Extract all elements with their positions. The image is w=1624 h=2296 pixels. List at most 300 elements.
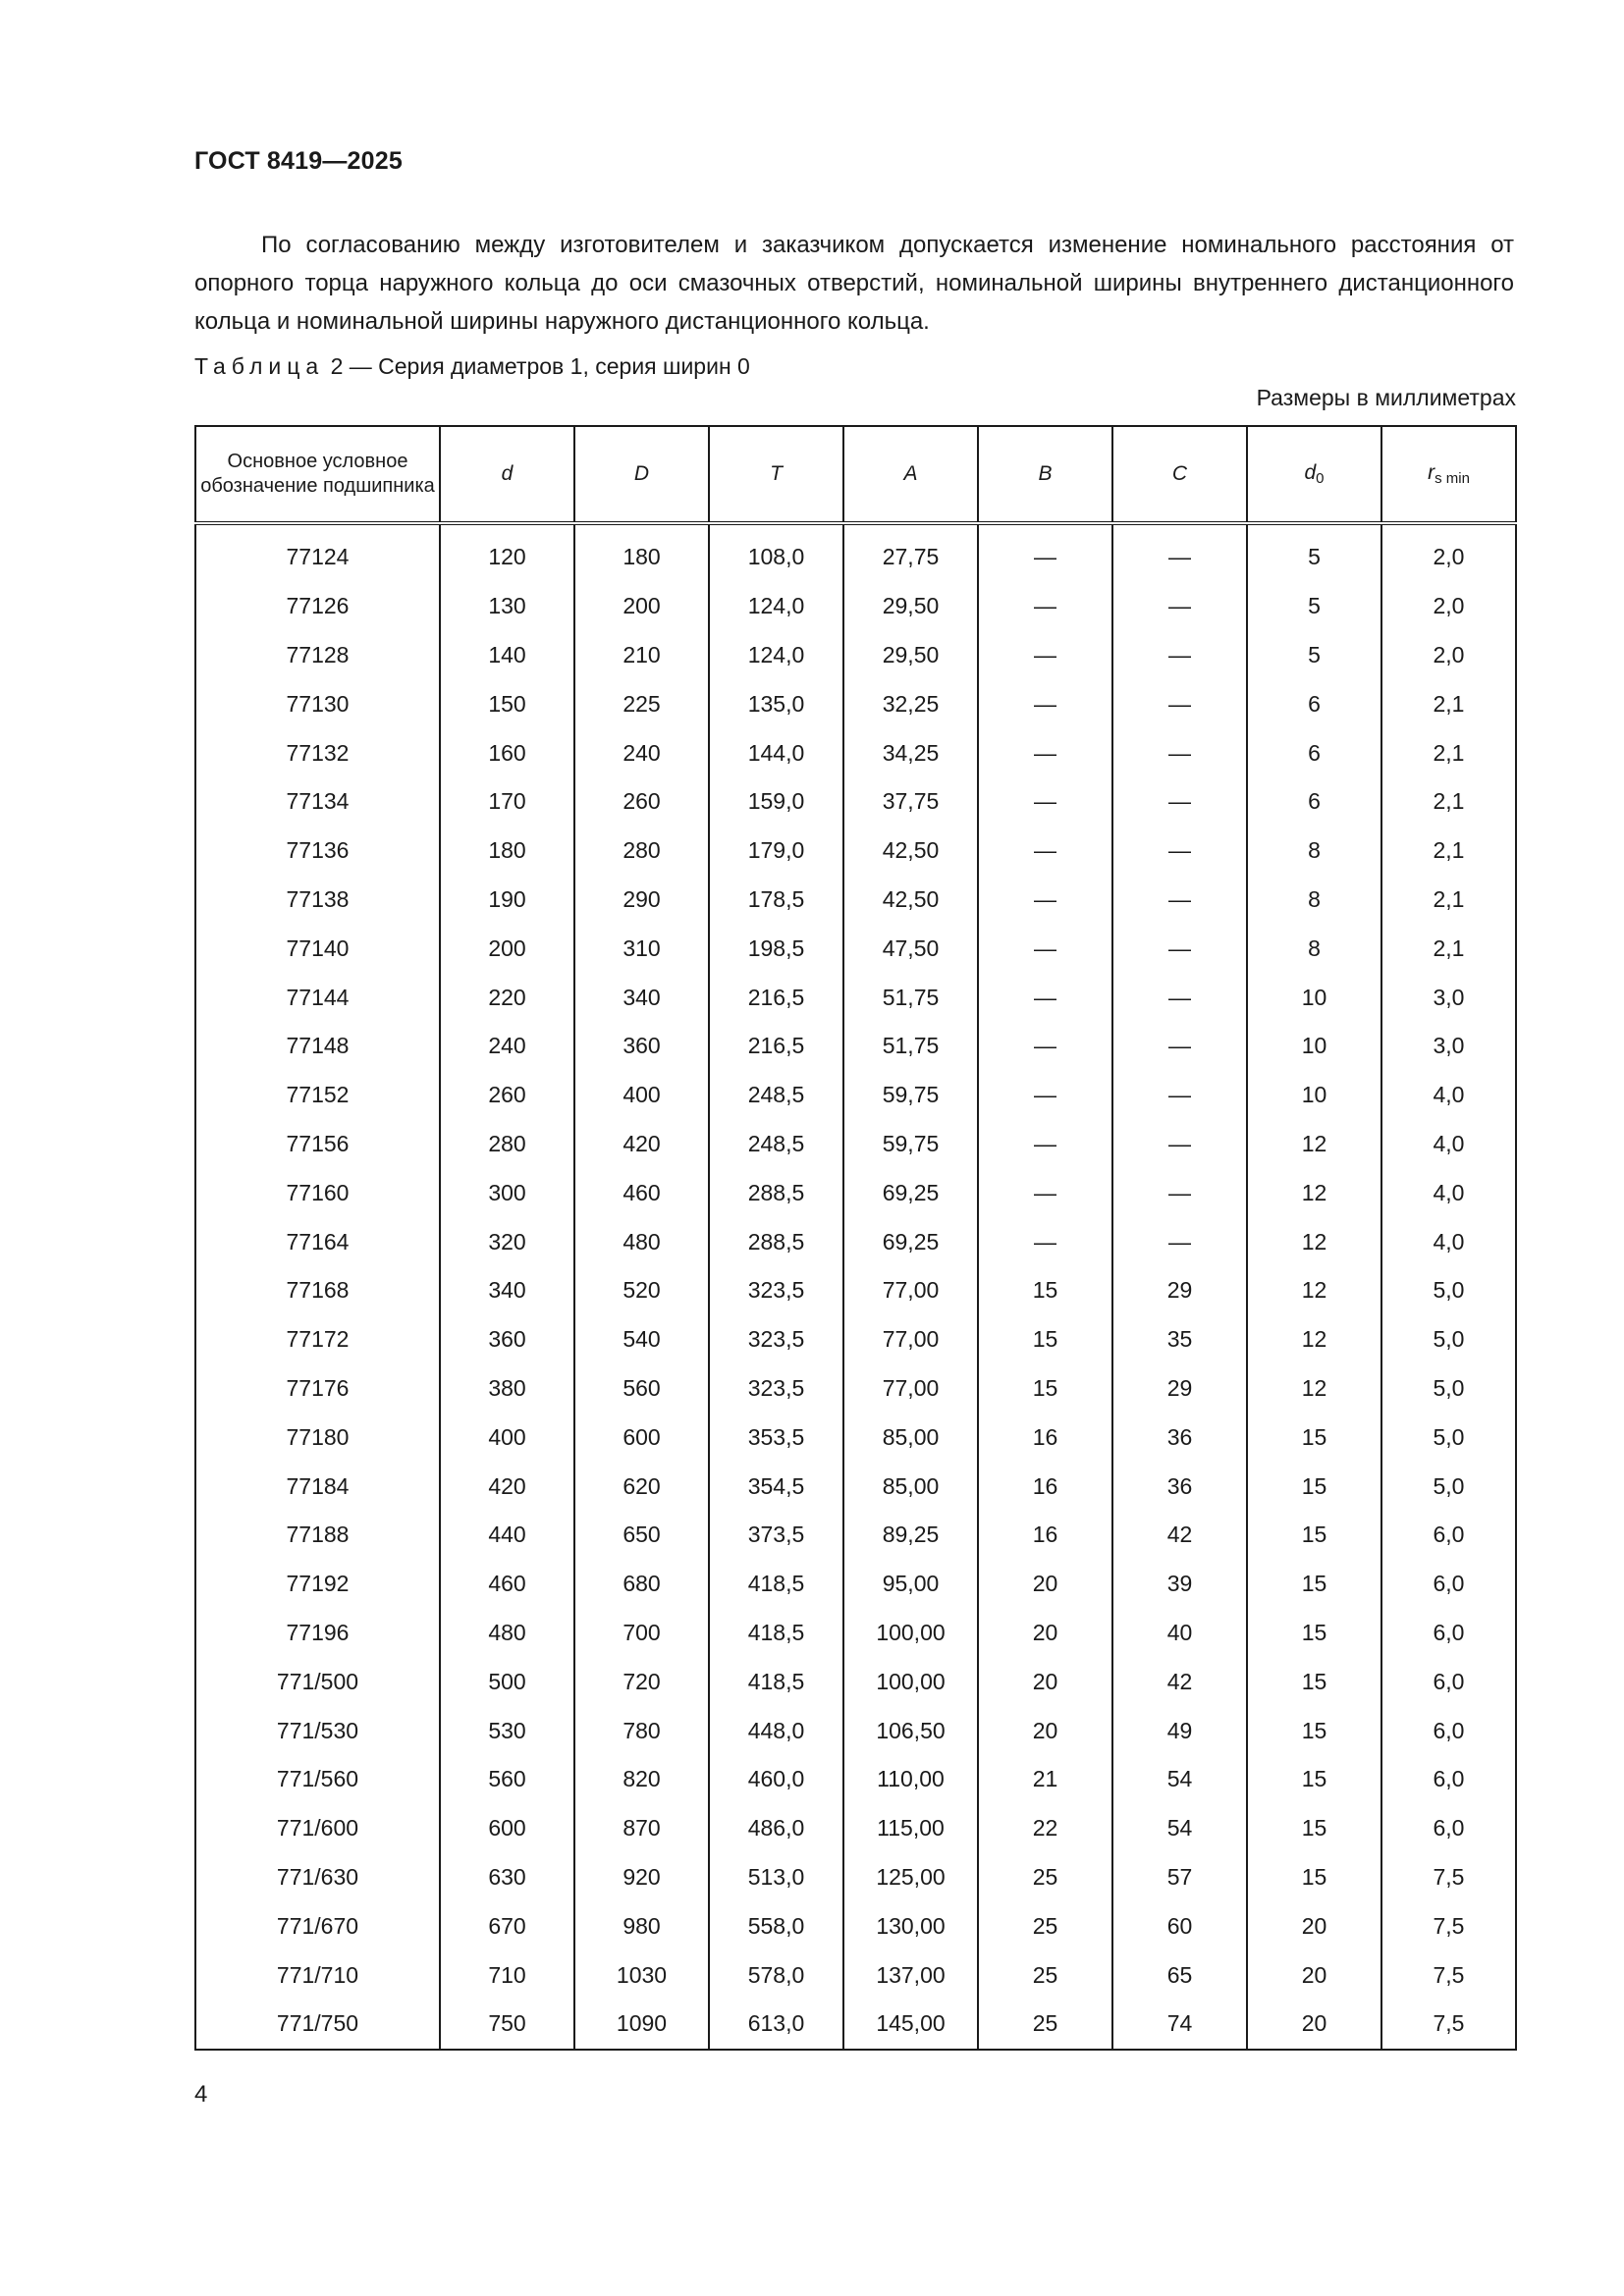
cell-d: 240 bbox=[440, 1022, 574, 1071]
cell-d0: 12 bbox=[1247, 1168, 1381, 1217]
header-T bbox=[709, 426, 843, 523]
cell-rs-min: 5,0 bbox=[1381, 1364, 1516, 1414]
cell-B: 25 bbox=[978, 1853, 1112, 1902]
cell-d0: 12 bbox=[1247, 1217, 1381, 1266]
table-caption bbox=[194, 353, 750, 380]
cell-d: 340 bbox=[440, 1266, 574, 1315]
cell-rs-min: 4,0 bbox=[1381, 1168, 1516, 1217]
cell-B: — bbox=[978, 973, 1112, 1022]
cell-C: 65 bbox=[1112, 1950, 1247, 2000]
cell-B: — bbox=[978, 728, 1112, 777]
cell-designation: 77138 bbox=[195, 876, 440, 925]
cell-d0: 6 bbox=[1247, 777, 1381, 827]
cell-T: 179,0 bbox=[709, 827, 843, 876]
cell-A: 85,00 bbox=[843, 1413, 978, 1462]
cell-C: — bbox=[1112, 1071, 1247, 1120]
table-row bbox=[195, 1364, 1516, 1414]
cell-d: 380 bbox=[440, 1364, 574, 1414]
cell-A: 69,25 bbox=[843, 1217, 978, 1266]
cell-B: — bbox=[978, 1071, 1112, 1120]
cell-C: — bbox=[1112, 523, 1247, 582]
cell-d0: 20 bbox=[1247, 1901, 1381, 1950]
cell-C: 29 bbox=[1112, 1364, 1247, 1414]
cell-T: 159,0 bbox=[709, 777, 843, 827]
cell-rs-min: 2,0 bbox=[1381, 631, 1516, 680]
cell-T: 513,0 bbox=[709, 1853, 843, 1902]
cell-B: — bbox=[978, 582, 1112, 631]
cell-T: 323,5 bbox=[709, 1266, 843, 1315]
cell-D: 260 bbox=[574, 777, 709, 827]
cell-C: 74 bbox=[1112, 2000, 1247, 2050]
cell-rs-min: 7,5 bbox=[1381, 1901, 1516, 1950]
cell-designation: 77192 bbox=[195, 1560, 440, 1609]
cell-d0: 8 bbox=[1247, 924, 1381, 973]
cell-A: 37,75 bbox=[843, 777, 978, 827]
cell-T: 558,0 bbox=[709, 1901, 843, 1950]
cell-designation: 77124 bbox=[195, 523, 440, 582]
cell-d: 360 bbox=[440, 1315, 574, 1364]
cell-designation: 77196 bbox=[195, 1609, 440, 1658]
table-row bbox=[195, 1071, 1516, 1120]
cell-d: 160 bbox=[440, 728, 574, 777]
cell-A: 106,50 bbox=[843, 1706, 978, 1755]
cell-d0: 20 bbox=[1247, 2000, 1381, 2050]
cell-d0: 20 bbox=[1247, 1950, 1381, 2000]
cell-d: 750 bbox=[440, 2000, 574, 2050]
table-row bbox=[195, 1853, 1516, 1902]
table-row bbox=[195, 777, 1516, 827]
table-row bbox=[195, 728, 1516, 777]
cell-C: — bbox=[1112, 973, 1247, 1022]
cell-d: 200 bbox=[440, 924, 574, 973]
cell-designation: 77132 bbox=[195, 728, 440, 777]
cell-d: 440 bbox=[440, 1511, 574, 1560]
table-row bbox=[195, 1462, 1516, 1511]
cell-d: 130 bbox=[440, 582, 574, 631]
cell-A: 32,25 bbox=[843, 679, 978, 728]
cell-d: 500 bbox=[440, 1657, 574, 1706]
cell-d0: 15 bbox=[1247, 1853, 1381, 1902]
cell-A: 47,50 bbox=[843, 924, 978, 973]
cell-B: — bbox=[978, 1120, 1112, 1169]
cell-d: 420 bbox=[440, 1462, 574, 1511]
cell-C: — bbox=[1112, 728, 1247, 777]
cell-d: 710 bbox=[440, 1950, 574, 2000]
table-row bbox=[195, 1950, 1516, 2000]
cell-d: 180 bbox=[440, 827, 574, 876]
cell-B: — bbox=[978, 924, 1112, 973]
cell-designation: 771/670 bbox=[195, 1901, 440, 1950]
cell-designation: 771/600 bbox=[195, 1804, 440, 1853]
cell-C: 54 bbox=[1112, 1755, 1247, 1804]
cell-B: — bbox=[978, 631, 1112, 680]
cell-A: 85,00 bbox=[843, 1462, 978, 1511]
cell-T: 135,0 bbox=[709, 679, 843, 728]
cell-C: 42 bbox=[1112, 1511, 1247, 1560]
cell-D: 340 bbox=[574, 973, 709, 1022]
cell-B: 21 bbox=[978, 1755, 1112, 1804]
cell-T: 354,5 bbox=[709, 1462, 843, 1511]
cell-B: — bbox=[978, 1022, 1112, 1071]
header-D-label: D bbox=[633, 462, 650, 485]
cell-D: 180 bbox=[574, 523, 709, 582]
cell-T: 248,5 bbox=[709, 1120, 843, 1169]
cell-D: 420 bbox=[574, 1120, 709, 1169]
table-caption-text: 2 — Серия диаметров 1, серия ширин 0 bbox=[324, 353, 750, 379]
cell-rs-min: 2,1 bbox=[1381, 728, 1516, 777]
cell-T: 448,0 bbox=[709, 1706, 843, 1755]
header-designation: Основное условное обозначение подшипника bbox=[195, 426, 440, 523]
cell-rs-min: 6,0 bbox=[1381, 1804, 1516, 1853]
cell-B: 25 bbox=[978, 2000, 1112, 2050]
header-C-label: C bbox=[1171, 462, 1188, 485]
cell-d0: 15 bbox=[1247, 1413, 1381, 1462]
header-D bbox=[574, 426, 709, 523]
cell-designation: 77134 bbox=[195, 777, 440, 827]
cell-d0: 5 bbox=[1247, 631, 1381, 680]
cell-C: 40 bbox=[1112, 1609, 1247, 1658]
cell-B: 16 bbox=[978, 1511, 1112, 1560]
cell-C: — bbox=[1112, 1217, 1247, 1266]
cell-rs-min: 2,1 bbox=[1381, 679, 1516, 728]
cell-A: 95,00 bbox=[843, 1560, 978, 1609]
cell-rs-min: 7,5 bbox=[1381, 1853, 1516, 1902]
cell-rs-min: 2,1 bbox=[1381, 827, 1516, 876]
table-row bbox=[195, 973, 1516, 1022]
cell-T: 353,5 bbox=[709, 1413, 843, 1462]
cell-C: — bbox=[1112, 679, 1247, 728]
cell-C: — bbox=[1112, 582, 1247, 631]
cell-C: 36 bbox=[1112, 1413, 1247, 1462]
cell-T: 486,0 bbox=[709, 1804, 843, 1853]
cell-d: 600 bbox=[440, 1804, 574, 1853]
cell-T: 124,0 bbox=[709, 582, 843, 631]
cell-T: 418,5 bbox=[709, 1560, 843, 1609]
cell-T: 288,5 bbox=[709, 1168, 843, 1217]
cell-A: 110,00 bbox=[843, 1755, 978, 1804]
cell-B: 22 bbox=[978, 1804, 1112, 1853]
table-row bbox=[195, 582, 1516, 631]
table-header-row bbox=[195, 426, 1516, 523]
cell-d0: 10 bbox=[1247, 973, 1381, 1022]
cell-T: 198,5 bbox=[709, 924, 843, 973]
cell-D: 460 bbox=[574, 1168, 709, 1217]
cell-D: 1030 bbox=[574, 1950, 709, 2000]
cell-d: 560 bbox=[440, 1755, 574, 1804]
cell-C: — bbox=[1112, 924, 1247, 973]
cell-C: 29 bbox=[1112, 1266, 1247, 1315]
cell-D: 310 bbox=[574, 924, 709, 973]
cell-D: 400 bbox=[574, 1071, 709, 1120]
cell-rs-min: 6,0 bbox=[1381, 1609, 1516, 1658]
table-row bbox=[195, 1315, 1516, 1364]
header-d bbox=[440, 426, 574, 523]
cell-D: 980 bbox=[574, 1901, 709, 1950]
cell-d0: 10 bbox=[1247, 1022, 1381, 1071]
cell-d: 150 bbox=[440, 679, 574, 728]
cell-B: 20 bbox=[978, 1560, 1112, 1609]
cell-T: 108,0 bbox=[709, 523, 843, 582]
cell-rs-min: 6,0 bbox=[1381, 1657, 1516, 1706]
table-row bbox=[195, 523, 1516, 582]
cell-A: 42,50 bbox=[843, 876, 978, 925]
cell-designation: 77144 bbox=[195, 973, 440, 1022]
cell-rs-min: 6,0 bbox=[1381, 1511, 1516, 1560]
cell-d0: 12 bbox=[1247, 1120, 1381, 1169]
cell-D: 780 bbox=[574, 1706, 709, 1755]
header-d0 bbox=[1247, 426, 1381, 523]
cell-D: 920 bbox=[574, 1853, 709, 1902]
cell-d: 480 bbox=[440, 1609, 574, 1658]
cell-C: — bbox=[1112, 631, 1247, 680]
cell-T: 373,5 bbox=[709, 1511, 843, 1560]
document-header: ГОСТ 8419—2025 bbox=[194, 147, 403, 175]
cell-A: 51,75 bbox=[843, 1022, 978, 1071]
cell-d0: 6 bbox=[1247, 679, 1381, 728]
cell-d0: 15 bbox=[1247, 1804, 1381, 1853]
cell-C: — bbox=[1112, 876, 1247, 925]
cell-C: 60 bbox=[1112, 1901, 1247, 1950]
cell-B: — bbox=[978, 679, 1112, 728]
cell-A: 115,00 bbox=[843, 1804, 978, 1853]
table-row bbox=[195, 679, 1516, 728]
cell-D: 680 bbox=[574, 1560, 709, 1609]
cell-designation: 77176 bbox=[195, 1364, 440, 1414]
cell-d: 280 bbox=[440, 1120, 574, 1169]
cell-B: 25 bbox=[978, 1901, 1112, 1950]
cell-A: 100,00 bbox=[843, 1609, 978, 1658]
cell-B: 20 bbox=[978, 1609, 1112, 1658]
cell-A: 29,50 bbox=[843, 631, 978, 680]
cell-B: 15 bbox=[978, 1266, 1112, 1315]
cell-C: 36 bbox=[1112, 1462, 1247, 1511]
cell-A: 137,00 bbox=[843, 1950, 978, 2000]
cell-d0: 12 bbox=[1247, 1315, 1381, 1364]
cell-d: 170 bbox=[440, 777, 574, 827]
cell-A: 51,75 bbox=[843, 973, 978, 1022]
cell-designation: 77130 bbox=[195, 679, 440, 728]
cell-T: 144,0 bbox=[709, 728, 843, 777]
cell-rs-min: 5,0 bbox=[1381, 1413, 1516, 1462]
header-A-label: A bbox=[903, 462, 918, 485]
header-C bbox=[1112, 426, 1247, 523]
cell-C: 42 bbox=[1112, 1657, 1247, 1706]
cell-A: 145,00 bbox=[843, 2000, 978, 2050]
cell-rs-min: 3,0 bbox=[1381, 1022, 1516, 1071]
cell-B: — bbox=[978, 1217, 1112, 1266]
cell-d0: 8 bbox=[1247, 876, 1381, 925]
table-row bbox=[195, 1755, 1516, 1804]
cell-d0: 5 bbox=[1247, 523, 1381, 582]
cell-D: 480 bbox=[574, 1217, 709, 1266]
cell-rs-min: 6,0 bbox=[1381, 1560, 1516, 1609]
cell-d: 260 bbox=[440, 1071, 574, 1120]
cell-A: 100,00 bbox=[843, 1657, 978, 1706]
cell-rs-min: 5,0 bbox=[1381, 1266, 1516, 1315]
table-row bbox=[195, 1511, 1516, 1560]
cell-T: 288,5 bbox=[709, 1217, 843, 1266]
cell-d: 120 bbox=[440, 523, 574, 582]
cell-C: — bbox=[1112, 777, 1247, 827]
cell-rs-min: 2,1 bbox=[1381, 924, 1516, 973]
header-d0-label: d bbox=[1304, 461, 1317, 484]
cell-d0: 15 bbox=[1247, 1706, 1381, 1755]
table-body bbox=[195, 523, 1516, 2050]
cell-T: 323,5 bbox=[709, 1315, 843, 1364]
cell-rs-min: 6,0 bbox=[1381, 1755, 1516, 1804]
cell-B: 15 bbox=[978, 1364, 1112, 1414]
cell-rs-min: 5,0 bbox=[1381, 1462, 1516, 1511]
cell-D: 290 bbox=[574, 876, 709, 925]
cell-designation: 77148 bbox=[195, 1022, 440, 1071]
table-row bbox=[195, 1657, 1516, 1706]
cell-D: 560 bbox=[574, 1364, 709, 1414]
cell-B: 15 bbox=[978, 1315, 1112, 1364]
cell-A: 59,75 bbox=[843, 1071, 978, 1120]
cell-rs-min: 2,0 bbox=[1381, 582, 1516, 631]
cell-d0: 12 bbox=[1247, 1364, 1381, 1414]
cell-D: 700 bbox=[574, 1609, 709, 1658]
table-row bbox=[195, 827, 1516, 876]
cell-rs-min: 7,5 bbox=[1381, 2000, 1516, 2050]
table-row bbox=[195, 1609, 1516, 1658]
cell-A: 42,50 bbox=[843, 827, 978, 876]
cell-C: 35 bbox=[1112, 1315, 1247, 1364]
cell-designation: 77188 bbox=[195, 1511, 440, 1560]
cell-B: — bbox=[978, 777, 1112, 827]
cell-rs-min: 4,0 bbox=[1381, 1120, 1516, 1169]
cell-A: 125,00 bbox=[843, 1853, 978, 1902]
cell-d0: 15 bbox=[1247, 1609, 1381, 1658]
cell-D: 820 bbox=[574, 1755, 709, 1804]
cell-D: 540 bbox=[574, 1315, 709, 1364]
cell-A: 77,00 bbox=[843, 1266, 978, 1315]
header-rs-sub: s min bbox=[1435, 470, 1470, 487]
table-row bbox=[195, 1266, 1516, 1315]
header-d0-sub: 0 bbox=[1316, 470, 1325, 487]
cell-T: 216,5 bbox=[709, 973, 843, 1022]
cell-d0: 8 bbox=[1247, 827, 1381, 876]
cell-T: 613,0 bbox=[709, 2000, 843, 2050]
cell-C: 54 bbox=[1112, 1804, 1247, 1853]
cell-d: 670 bbox=[440, 1901, 574, 1950]
cell-d0: 15 bbox=[1247, 1560, 1381, 1609]
cell-B: — bbox=[978, 1168, 1112, 1217]
cell-B: — bbox=[978, 523, 1112, 582]
cell-A: 89,25 bbox=[843, 1511, 978, 1560]
cell-C: 49 bbox=[1112, 1706, 1247, 1755]
cell-D: 650 bbox=[574, 1511, 709, 1560]
table-row bbox=[195, 2000, 1516, 2050]
cell-designation: 77126 bbox=[195, 582, 440, 631]
cell-d0: 5 bbox=[1247, 582, 1381, 631]
cell-D: 280 bbox=[574, 827, 709, 876]
cell-d: 630 bbox=[440, 1853, 574, 1902]
cell-A: 77,00 bbox=[843, 1315, 978, 1364]
cell-B: 16 bbox=[978, 1413, 1112, 1462]
table-row bbox=[195, 924, 1516, 973]
cell-designation: 77172 bbox=[195, 1315, 440, 1364]
cell-D: 870 bbox=[574, 1804, 709, 1853]
cell-d0: 15 bbox=[1247, 1462, 1381, 1511]
cell-A: 69,25 bbox=[843, 1168, 978, 1217]
cell-designation: 77180 bbox=[195, 1413, 440, 1462]
cell-B: 20 bbox=[978, 1657, 1112, 1706]
cell-d: 320 bbox=[440, 1217, 574, 1266]
table-row bbox=[195, 1804, 1516, 1853]
cell-T: 460,0 bbox=[709, 1755, 843, 1804]
cell-rs-min: 2,1 bbox=[1381, 777, 1516, 827]
header-B-label: B bbox=[1038, 462, 1053, 485]
cell-d: 400 bbox=[440, 1413, 574, 1462]
header-T-label: T bbox=[770, 462, 783, 485]
cell-B: 20 bbox=[978, 1706, 1112, 1755]
cell-D: 210 bbox=[574, 631, 709, 680]
cell-rs-min: 3,0 bbox=[1381, 973, 1516, 1022]
header-B bbox=[978, 426, 1112, 523]
cell-designation: 77164 bbox=[195, 1217, 440, 1266]
cell-T: 323,5 bbox=[709, 1364, 843, 1414]
cell-designation: 77152 bbox=[195, 1071, 440, 1120]
header-rs-label: r bbox=[1428, 461, 1435, 484]
cell-designation: 771/630 bbox=[195, 1853, 440, 1902]
table-row bbox=[195, 1217, 1516, 1266]
cell-T: 178,5 bbox=[709, 876, 843, 925]
cell-T: 578,0 bbox=[709, 1950, 843, 2000]
cell-A: 59,75 bbox=[843, 1120, 978, 1169]
cell-B: — bbox=[978, 827, 1112, 876]
cell-designation: 77168 bbox=[195, 1266, 440, 1315]
cell-C: — bbox=[1112, 1022, 1247, 1071]
cell-designation: 771/530 bbox=[195, 1706, 440, 1755]
cell-d: 140 bbox=[440, 631, 574, 680]
cell-rs-min: 7,5 bbox=[1381, 1950, 1516, 2000]
header-d-label: d bbox=[501, 462, 514, 485]
cell-designation: 771/500 bbox=[195, 1657, 440, 1706]
cell-D: 200 bbox=[574, 582, 709, 631]
cell-D: 620 bbox=[574, 1462, 709, 1511]
cell-designation: 771/750 bbox=[195, 2000, 440, 2050]
cell-rs-min: 6,0 bbox=[1381, 1706, 1516, 1755]
table-row bbox=[195, 1168, 1516, 1217]
cell-rs-min: 4,0 bbox=[1381, 1217, 1516, 1266]
cell-d: 300 bbox=[440, 1168, 574, 1217]
cell-designation: 77156 bbox=[195, 1120, 440, 1169]
cell-rs-min: 2,1 bbox=[1381, 876, 1516, 925]
header-rs-min bbox=[1381, 426, 1516, 523]
cell-A: 130,00 bbox=[843, 1901, 978, 1950]
cell-d0: 10 bbox=[1247, 1071, 1381, 1120]
cell-rs-min: 4,0 bbox=[1381, 1071, 1516, 1120]
cell-rs-min: 5,0 bbox=[1381, 1315, 1516, 1364]
cell-C: — bbox=[1112, 827, 1247, 876]
table-row bbox=[195, 1022, 1516, 1071]
cell-T: 418,5 bbox=[709, 1609, 843, 1658]
cell-designation: 77160 bbox=[195, 1168, 440, 1217]
cell-d: 220 bbox=[440, 973, 574, 1022]
cell-D: 225 bbox=[574, 679, 709, 728]
table-row bbox=[195, 876, 1516, 925]
cell-d0: 15 bbox=[1247, 1511, 1381, 1560]
cell-T: 248,5 bbox=[709, 1071, 843, 1120]
cell-B: 16 bbox=[978, 1462, 1112, 1511]
cell-designation: 77128 bbox=[195, 631, 440, 680]
cell-A: 27,75 bbox=[843, 523, 978, 582]
table-caption-label: Таблица bbox=[194, 353, 325, 379]
table-row bbox=[195, 631, 1516, 680]
cell-d0: 15 bbox=[1247, 1657, 1381, 1706]
units-note: Размеры в миллиметрах bbox=[1256, 385, 1516, 410]
